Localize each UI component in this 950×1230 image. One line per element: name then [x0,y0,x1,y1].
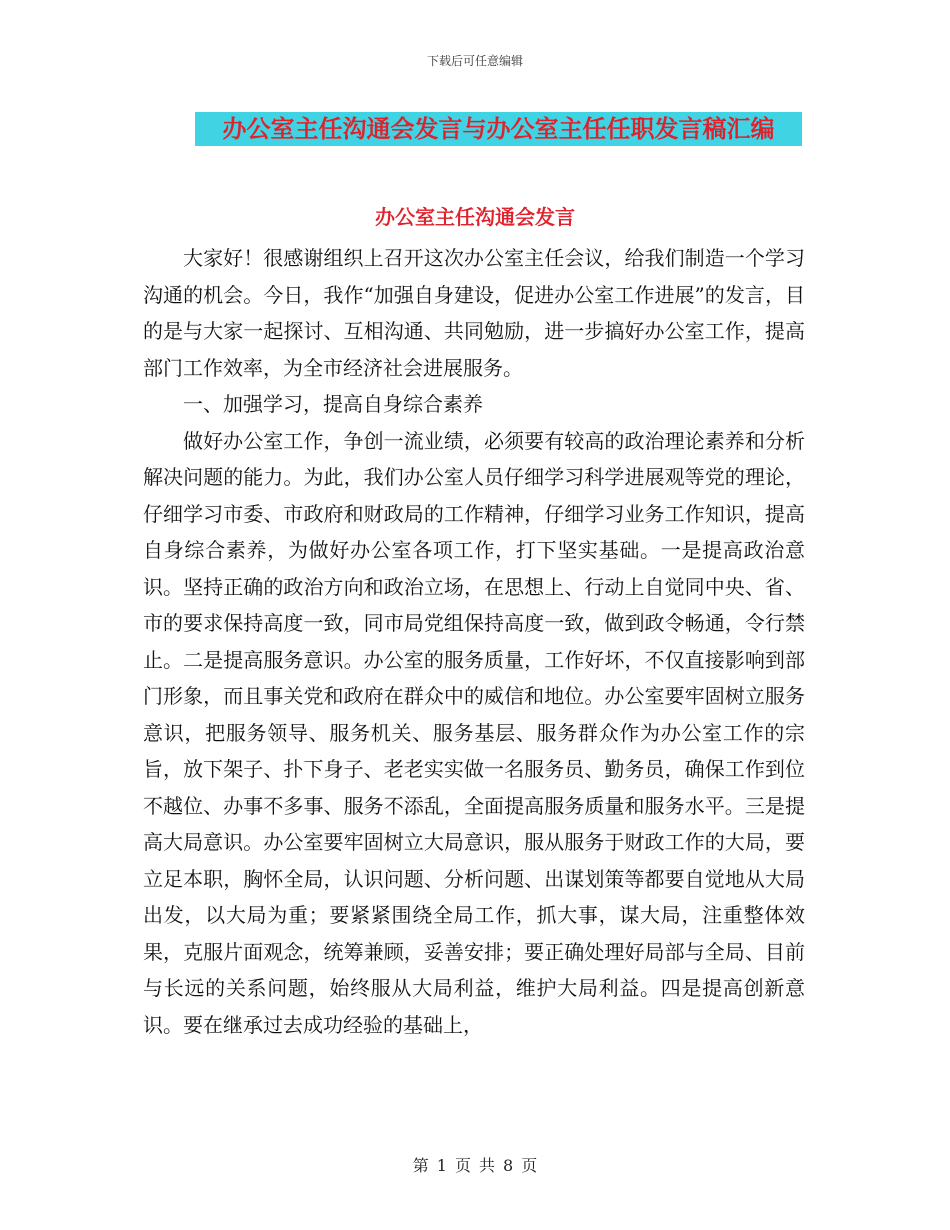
total-page-count: 8 [503,1156,514,1175]
header-note: 下载后可任意编辑 [426,54,523,68]
section-title: 办公室主任沟通会发言 [375,205,575,229]
footer-total-prefix: 共 [479,1156,496,1175]
body-text [143,240,805,1043]
footer-prefix: 第 [412,1156,429,1175]
paragraph: 大家好！很感谢组织上召开这次办公室主任会议，给我们制造一个学习沟通的机会。今日，我作“加强自身建设，促进办公室工作进展”的发言，目的是与大家一起探讨、互相沟通、共同勉励，进一步搞好办公室工作，提高部门工作效率，为全市经济社会进展服务。 [143,246,805,380]
document-title: 办公室主任沟通会发言与办公室主任任职发言稿汇编 [195,112,802,146]
current-page-number: 1 [436,1156,447,1175]
page-footer [0,1153,950,1176]
footer-mid: 页 [454,1156,471,1175]
footer-suffix: 页 [521,1156,538,1175]
paragraph-heading: 一、加强学习，提高自身综合素养 [183,392,483,416]
paragraph: 做好办公室工作，争创一流业绩，必须要有较高的政治理论素养和分析解决问题的能力。为此，我们办公室人员仔细学习科学进展观等党的理论，仔细学习市委、市政府和财政局的工作精神，仔细学习业务工作知识，提高自身综合素养，为做好办公室各项工作，打下坚实基础。一是提高政治意识。坚持正确的政治方向和政治立场，在思想上、行动上自觉同中央、省、市的要求保持高度一致，同市局党组保持高度一致，做到政令畅通，令行禁止。二是提高服务意识。办公室的服务质量，工作好坏，不仅直接影响到部门形象，而且事关党和政府在群众中的威信和地位。办公室要牢固树立服务意识，把服务领导、服务机关、服务基层、服务群众作为办公室工作的宗旨，放下架子、扑下身子、老老实实做一名服务员、勤务员，确保工作到位不越位、办事不多事、服务不添乱，全面提高服务质量和服务水平。三是提高大局意识。办公室要牢固树立大局意识，服从服务于财政工作的大局，要立足本职，胸怀全局，认识问题、分析问题、出谋划策等都要自觉地从大局出发，以大局为重；要紧紧围绕全局工作，抓大事，谋大局，注重整体效果，克服片面观念，统筹兼顾，妥善安排；要正确处理好局部与全局、目前与长远的关系问题，始终服从大局利益，维护大局利益。四是提高创新意识。要在继承过去成功经验的基础上， [143,428,805,1037]
